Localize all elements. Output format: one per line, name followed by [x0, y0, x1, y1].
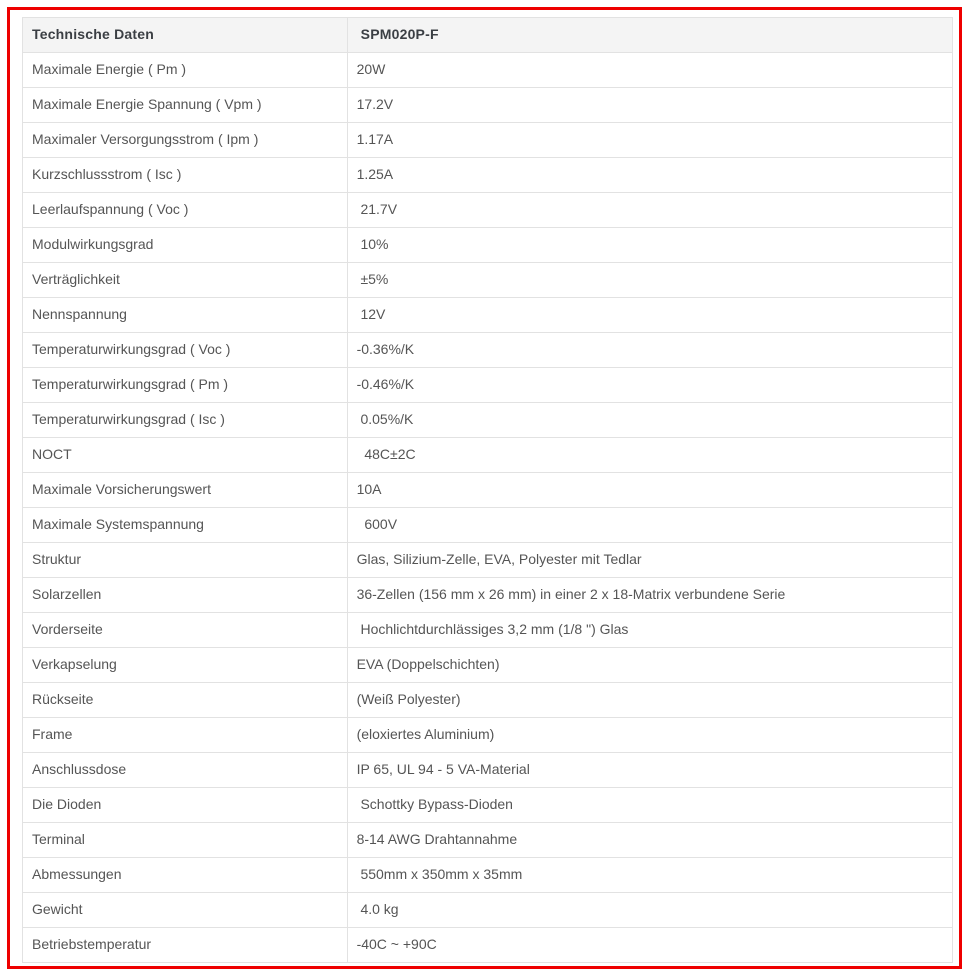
spec-value-cell: Hochlichtdurchlässiges 3,2 mm (1/8 ") Glas: [347, 613, 952, 648]
spec-label-cell: Temperaturwirkungsgrad ( Isc ): [23, 403, 348, 438]
spec-label-cell: Gewicht: [23, 893, 348, 928]
table-header-label-cell: Technische Daten: [23, 18, 348, 53]
spec-label-cell: Betriebstemperatur: [23, 928, 348, 963]
spec-label-cell: Verkapselung: [23, 648, 348, 683]
table-row: [23, 473, 953, 508]
table-row: [23, 263, 953, 298]
table-row: [23, 683, 953, 718]
table-row: [23, 438, 953, 473]
spec-value-cell: -40C ~ +90C: [347, 928, 952, 963]
spec-label-cell: Maximaler Versorgungsstrom ( Ipm ): [23, 123, 348, 158]
table-row: [23, 368, 953, 403]
technical-data-table: [22, 17, 953, 963]
spec-label-cell: Leerlaufspannung ( Voc ): [23, 193, 348, 228]
spec-value-cell: (Weiß Polyester): [347, 683, 952, 718]
table-row: [23, 858, 953, 893]
table-row: [23, 298, 953, 333]
table-row: [23, 718, 953, 753]
spec-value-cell: Schottky Bypass-Dioden: [347, 788, 952, 823]
spec-value-cell: -0.36%/K: [347, 333, 952, 368]
spec-label-cell: Maximale Energie Spannung ( Vpm ): [23, 88, 348, 123]
spec-label-cell: Anschlussdose: [23, 753, 348, 788]
table-row: [23, 893, 953, 928]
page-frame: [7, 7, 962, 969]
spec-label-cell: Abmessungen: [23, 858, 348, 893]
table-row: [23, 578, 953, 613]
spec-label-cell: Terminal: [23, 823, 348, 858]
spec-value-cell: 21.7V: [347, 193, 952, 228]
spec-label-cell: Struktur: [23, 543, 348, 578]
spec-label-cell: Frame: [23, 718, 348, 753]
table-header-value-cell: SPM020P-F: [347, 18, 952, 53]
spec-label-cell: Die Dioden: [23, 788, 348, 823]
spec-label-cell: Maximale Energie ( Pm ): [23, 53, 348, 88]
spec-value-cell: -0.46%/K: [347, 368, 952, 403]
spec-value-cell: 0.05%/K: [347, 403, 952, 438]
table-row: [23, 788, 953, 823]
spec-value-cell: EVA (Doppelschichten): [347, 648, 952, 683]
table-row: [23, 158, 953, 193]
spec-value-cell: 12V: [347, 298, 952, 333]
spec-label-cell: Vorderseite: [23, 613, 348, 648]
spec-value-cell: 17.2V: [347, 88, 952, 123]
spec-value-cell: ±5%: [347, 263, 952, 298]
page-content: [10, 10, 959, 963]
spec-label-cell: Maximale Systemspannung: [23, 508, 348, 543]
table-row: [23, 543, 953, 578]
table-row: [23, 403, 953, 438]
spec-label-cell: Temperaturwirkungsgrad ( Pm ): [23, 368, 348, 403]
table-row: [23, 928, 953, 963]
spec-label-cell: Kurzschlussstrom ( Isc ): [23, 158, 348, 193]
spec-value-cell: Glas, Silizium-Zelle, EVA, Polyester mit Tedlar: [347, 543, 952, 578]
spec-label-cell: Modulwirkungsgrad: [23, 228, 348, 263]
table-row: [23, 123, 953, 158]
spec-value-cell: IP 65, UL 94 - 5 VA-Material: [347, 753, 952, 788]
spec-label-cell: NOCT: [23, 438, 348, 473]
spec-value-cell: 48C±2C: [347, 438, 952, 473]
table-row: [23, 333, 953, 368]
spec-value-cell: 600V: [347, 508, 952, 543]
spec-value-cell: 20W: [347, 53, 952, 88]
table-row: [23, 53, 953, 88]
spec-label-cell: Temperaturwirkungsgrad ( Voc ): [23, 333, 348, 368]
spec-label-cell: Maximale Vorsicherungswert: [23, 473, 348, 508]
spec-value-cell: 4.0 kg: [347, 893, 952, 928]
spec-label-cell: Rückseite: [23, 683, 348, 718]
table-head: [23, 18, 953, 53]
table-row: [23, 613, 953, 648]
table-row: [23, 753, 953, 788]
spec-value-cell: 10%: [347, 228, 952, 263]
spec-value-cell: (eloxiertes Aluminium): [347, 718, 952, 753]
table-row: [23, 648, 953, 683]
spec-value-cell: 1.25A: [347, 158, 952, 193]
spec-value-cell: 8-14 AWG Drahtannahme: [347, 823, 952, 858]
table-body: [23, 53, 953, 963]
spec-value-cell: 1.17A: [347, 123, 952, 158]
spec-value-cell: 36-Zellen (156 mm x 26 mm) in einer 2 x 18-Matrix verbundene Serie: [347, 578, 952, 613]
spec-label-cell: Nennspannung: [23, 298, 348, 333]
spec-value-cell: 550mm x 350mm x 35mm: [347, 858, 952, 893]
spec-label-cell: Verträglichkeit: [23, 263, 348, 298]
table-row: [23, 88, 953, 123]
table-row: [23, 508, 953, 543]
table-row: [23, 193, 953, 228]
spec-label-cell: Solarzellen: [23, 578, 348, 613]
table-row: [23, 228, 953, 263]
table-header-row: [23, 18, 953, 53]
spec-value-cell: 10A: [347, 473, 952, 508]
table-row: [23, 823, 953, 858]
